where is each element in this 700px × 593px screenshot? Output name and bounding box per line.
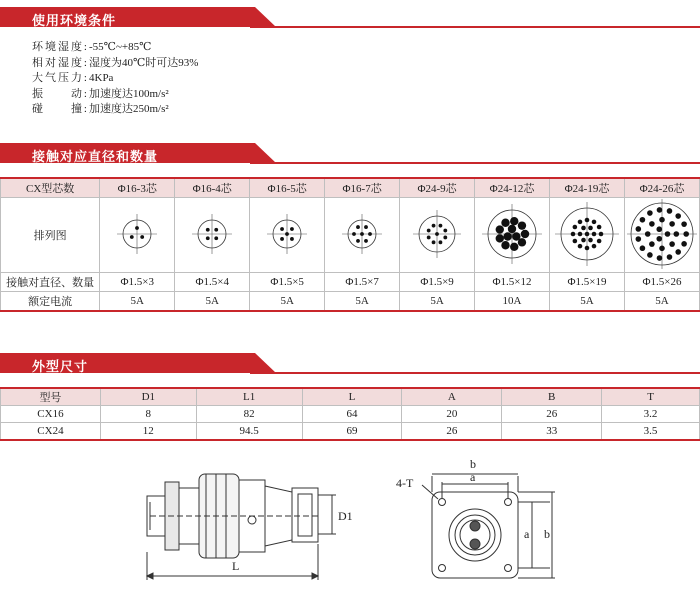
contact-pin bbox=[432, 223, 436, 227]
contact-pin bbox=[356, 239, 360, 243]
contact-pin bbox=[573, 238, 578, 243]
dimension-label-l: L bbox=[232, 559, 240, 573]
table-header-cell: CX型芯数 bbox=[1, 178, 100, 198]
table-header-cell: Φ16-5芯 bbox=[250, 178, 325, 198]
contact-pin bbox=[588, 237, 593, 242]
contact-pin bbox=[578, 243, 583, 248]
table-cell: CX16 bbox=[1, 406, 101, 423]
table-row bbox=[1, 273, 700, 292]
table-cell: Φ1.5×3 bbox=[100, 273, 175, 292]
table-row bbox=[1, 423, 700, 441]
env-row: 相对湿度: 湿度为40℃时可达93% bbox=[32, 56, 199, 69]
pin-layout-diagram bbox=[477, 199, 547, 269]
table-header-cell: Φ16-4芯 bbox=[175, 178, 250, 198]
contact-pin bbox=[503, 232, 511, 240]
table-header-cell: Φ16-3芯 bbox=[100, 178, 175, 198]
contact-pin bbox=[656, 235, 662, 241]
dimension-drawing bbox=[0, 452, 700, 593]
contact-pin bbox=[364, 225, 368, 229]
contact-pin bbox=[647, 210, 653, 216]
contact-pin bbox=[640, 245, 646, 251]
contact-pin bbox=[443, 228, 447, 232]
table-row bbox=[1, 198, 700, 273]
pin-diagram-cell bbox=[325, 198, 400, 273]
contact-pin bbox=[427, 228, 431, 232]
contact-pin bbox=[675, 213, 681, 219]
contact-pin bbox=[496, 225, 504, 233]
table-cell: 接触对直径、数量 bbox=[1, 273, 100, 292]
contact-pin bbox=[592, 231, 597, 236]
contact-pin bbox=[443, 235, 447, 239]
flange-front-view bbox=[422, 474, 555, 578]
table-header-cell: Φ24-26芯 bbox=[624, 178, 699, 198]
table-cell: Φ1.5×9 bbox=[400, 273, 475, 292]
table-header-cell: L bbox=[302, 388, 402, 406]
table-cell: 26 bbox=[502, 406, 602, 423]
table-cell: 排列图 bbox=[1, 198, 100, 273]
contact-pin bbox=[496, 234, 504, 242]
contact-pin bbox=[635, 236, 641, 242]
table-cell: 69 bbox=[302, 423, 402, 441]
table-cell: CX24 bbox=[1, 423, 101, 441]
contact-pin bbox=[597, 224, 602, 229]
contact-pin bbox=[364, 239, 368, 243]
dimension-label-b-top: b bbox=[470, 457, 476, 471]
table-cell: 94.5 bbox=[196, 423, 302, 441]
table-cell: Φ1.5×26 bbox=[624, 273, 699, 292]
contact-pin bbox=[581, 237, 586, 242]
table-header-cell: B bbox=[502, 388, 602, 406]
table-row bbox=[1, 292, 700, 312]
table-cell: Φ1.5×7 bbox=[325, 273, 400, 292]
table-header-cell: Φ24-9芯 bbox=[400, 178, 475, 198]
contact-pin bbox=[571, 231, 576, 236]
env-row: 环境湿度: -55℃~+85℃ bbox=[32, 41, 152, 53]
dimension-label-a-side: a bbox=[524, 527, 530, 541]
environment-list bbox=[32, 40, 198, 118]
contact-pin bbox=[659, 216, 665, 222]
pin-diagram-cell bbox=[550, 198, 625, 273]
contact-pin bbox=[667, 208, 673, 214]
dimension-label-a-top: a bbox=[470, 470, 476, 484]
contact-pin bbox=[290, 237, 294, 241]
contact-pin bbox=[675, 249, 681, 255]
contact-pin bbox=[215, 227, 219, 231]
contact-pin bbox=[206, 227, 210, 231]
contact-pin bbox=[649, 221, 655, 227]
table-cell: 20 bbox=[402, 406, 502, 423]
pin-diagram-cell bbox=[175, 198, 250, 273]
table-cell: 5A bbox=[550, 292, 625, 312]
pin-diagram-cell bbox=[250, 198, 325, 273]
contact-pin bbox=[673, 231, 679, 237]
table-header-cell: L1 bbox=[196, 388, 302, 406]
contact-pin bbox=[657, 255, 663, 261]
contact-pin bbox=[578, 231, 583, 236]
pin-diagram-cell bbox=[100, 198, 175, 273]
pin-layout-diagram bbox=[402, 199, 472, 269]
contact-pin bbox=[432, 240, 436, 244]
table-cell: 8 bbox=[100, 406, 196, 423]
contact-pin bbox=[578, 219, 583, 224]
table-header-cell: A bbox=[402, 388, 502, 406]
dimensions-table bbox=[0, 387, 700, 441]
contact-pin bbox=[649, 241, 655, 247]
contact-pin bbox=[669, 241, 675, 247]
table-cell: 82 bbox=[196, 406, 302, 423]
env-row: 碰 撞: 加速度达250m/s² bbox=[32, 103, 169, 115]
table-cell: 64 bbox=[302, 406, 402, 423]
table-cell: 5A bbox=[100, 292, 175, 312]
table-header-row bbox=[1, 178, 700, 198]
contact-pin bbox=[130, 235, 134, 239]
contact-pin bbox=[599, 231, 604, 236]
dimension-label-hole: 4-T bbox=[396, 476, 414, 490]
table-header-cell: D1 bbox=[100, 388, 196, 406]
contact-pin bbox=[280, 227, 284, 231]
contact-pin bbox=[585, 245, 590, 250]
contact-pin bbox=[585, 217, 590, 222]
table-header-cell: Φ24-12芯 bbox=[475, 178, 550, 198]
pin-layout-diagram bbox=[102, 199, 172, 269]
contact-pin bbox=[597, 238, 602, 243]
contact-pin bbox=[681, 241, 687, 247]
contact-pin bbox=[573, 224, 578, 229]
section-title: 外型尺寸 bbox=[32, 360, 89, 375]
contact-pin bbox=[585, 231, 590, 236]
table-cell: 10A bbox=[475, 292, 550, 312]
contact-pin bbox=[656, 226, 662, 232]
table-cell: 5A bbox=[624, 292, 699, 312]
contact-pin bbox=[510, 216, 518, 224]
table-cell: 5A bbox=[400, 292, 475, 312]
pin-layout-diagram bbox=[252, 199, 322, 269]
contact-pin bbox=[667, 254, 673, 260]
table-cell: 5A bbox=[175, 292, 250, 312]
pin-layout-diagram bbox=[327, 199, 397, 269]
contact-pin bbox=[512, 232, 520, 240]
table-header-cell: T bbox=[602, 388, 700, 406]
env-row: 振 动: 加速度达100m/s² bbox=[32, 87, 169, 100]
table-cell: Φ1.5×4 bbox=[175, 273, 250, 292]
contact-pin bbox=[518, 221, 526, 229]
table-cell: Φ1.5×5 bbox=[250, 273, 325, 292]
contact-pin bbox=[206, 236, 210, 240]
pin-diagram-cell bbox=[475, 198, 550, 273]
contacts-table bbox=[0, 177, 700, 312]
contact-pin bbox=[290, 227, 294, 231]
env-row: 大气压力: 4KPa bbox=[32, 72, 114, 84]
contact-pin bbox=[439, 223, 443, 227]
pin-layout-diagram bbox=[552, 199, 622, 269]
table-cell: 5A bbox=[325, 292, 400, 312]
section-header-contacts bbox=[0, 140, 700, 166]
contact-pin bbox=[669, 221, 675, 227]
section-header-environment bbox=[0, 4, 700, 30]
contact-pin bbox=[352, 232, 356, 236]
pin-diagram-cell bbox=[400, 198, 475, 273]
table-header-cell: Φ16-7芯 bbox=[325, 178, 400, 198]
contact-pin bbox=[368, 232, 372, 236]
dimension-label-d1: D1 bbox=[338, 509, 353, 523]
pin-layout-diagram bbox=[627, 199, 697, 269]
table-cell: 5A bbox=[250, 292, 325, 312]
contact-pin bbox=[285, 232, 289, 236]
contact-pin bbox=[215, 236, 219, 240]
section-title: 使用环境条件 bbox=[32, 14, 117, 29]
contact-pin bbox=[439, 240, 443, 244]
contact-pin bbox=[592, 243, 597, 248]
contact-pin bbox=[510, 242, 518, 250]
table-header-row bbox=[1, 388, 700, 406]
table-header-cell: 型号 bbox=[1, 388, 101, 406]
contact-pin bbox=[665, 231, 671, 237]
contact-pin bbox=[645, 231, 651, 237]
contact-pin bbox=[592, 219, 597, 224]
table-cell: 3.2 bbox=[602, 406, 700, 423]
contact-pin bbox=[280, 237, 284, 241]
table-cell: 3.5 bbox=[602, 423, 700, 441]
contact-pin bbox=[141, 235, 145, 239]
contact-pin bbox=[659, 245, 665, 251]
contact-pin bbox=[647, 252, 653, 258]
contact-pin bbox=[521, 229, 529, 237]
contact-pin bbox=[501, 218, 509, 226]
table-header-cell: Φ24-19芯 bbox=[550, 178, 625, 198]
dimension-label-b-side: b bbox=[544, 527, 550, 541]
contact-pin bbox=[356, 225, 360, 229]
table-cell: 12 bbox=[100, 423, 196, 441]
table-cell: 26 bbox=[402, 423, 502, 441]
contact-pin bbox=[588, 225, 593, 230]
connector-side-view bbox=[147, 474, 336, 580]
contact-pin bbox=[681, 221, 687, 227]
pin-diagram-cell bbox=[624, 198, 699, 273]
contact-pin bbox=[657, 207, 663, 213]
contact-pin bbox=[635, 226, 641, 232]
section-title: 接触对应直径和数量 bbox=[32, 150, 159, 165]
contact-pin bbox=[581, 225, 586, 230]
contact-pin bbox=[135, 226, 139, 230]
contact-pin bbox=[360, 232, 364, 236]
table-cell: 33 bbox=[502, 423, 602, 441]
table-cell: Φ1.5×12 bbox=[475, 273, 550, 292]
contact-pin bbox=[683, 231, 689, 237]
contact-pin bbox=[435, 232, 439, 236]
contact-pin bbox=[508, 224, 516, 232]
pin-layout-diagram bbox=[177, 199, 247, 269]
table-cell: Φ1.5×19 bbox=[550, 273, 625, 292]
contact-pin bbox=[501, 241, 509, 249]
table-cell: 额定电流 bbox=[1, 292, 100, 312]
section-header-dimensions bbox=[0, 350, 700, 376]
table-row bbox=[1, 406, 700, 423]
contact-pin bbox=[640, 216, 646, 222]
contact-pin bbox=[427, 235, 431, 239]
